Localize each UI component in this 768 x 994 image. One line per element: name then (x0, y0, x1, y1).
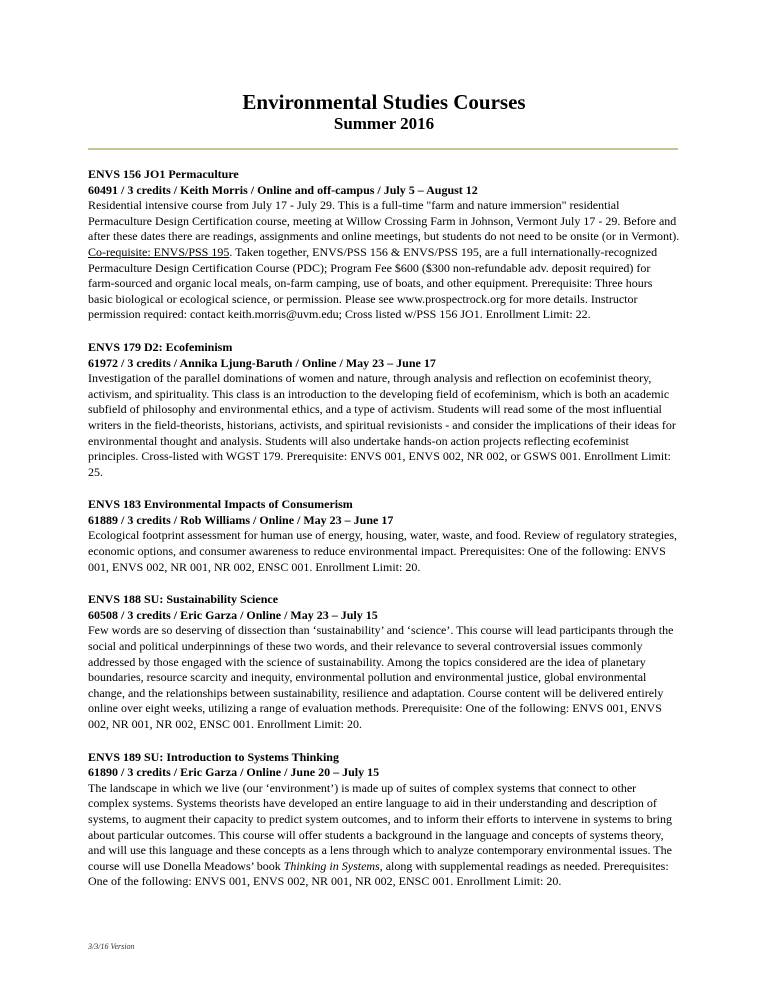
course-list (88, 167, 680, 907)
course-description: Ecological footprint assessment for human use of energy, housing, water, waste, and food. Review of regulatory strategies, economic options, and consumer awareness to reduce environmental impact. Prerequisites: One of the following: ENVS 001, ENVS 002, NR 001, NR 002, ENSC 001. Enrollment Limit: 20. (88, 528, 678, 574)
description-text: , along with supplemental readings as needed. Prerequisites: One of the following: ENVS 001, ENVS 002, NR 001, NR 002, ENSC 001. Enrollment Limit: 20. (88, 858, 669, 889)
course-heading: ENVS 179 D2: Ecofeminism (88, 339, 233, 354)
course-envs-188 (88, 592, 680, 732)
course-envs-183 (88, 497, 680, 575)
course-description: Few words are so deserving of dissection than ‘sustainability’ and ‘science’. This course will lead participants through the social and political underpinnings of these two words, and their relevance to several controversial issues commonly addressed by those engaged with the science of sustainability. Among the topics considered are the idea of planetary boundaries, resource scarcity and inequity, environmental pollution and environmental justice, global environmental change, and the relationships between sustainability, resilience and adaptation. Course content will be delivered entirely online over eight weeks, utilizing a range of evaluation methods. Prerequisite: One of the following: ENVS 001, ENVS 002, NR 001, NR 002, ENSC 001. Enrollment Limit: 20. (88, 623, 674, 731)
version-footer: 3/3/16 Version (88, 942, 135, 951)
course-meta: 60491 / 3 credits / Keith Morris / Online and off-campus / July 5 – August 12 (88, 182, 478, 197)
title-divider (88, 148, 678, 150)
page-title: Environmental Studies Courses (242, 90, 526, 114)
description-text: The landscape in which we live (our ‘environment’) is made up of suites of complex systems that connect to other complex systems. Systems theorists have developed an entire language to aid in their understanding and description of systems, to augment their capacity to predict system outcomes, and to inform their efforts to intervene in systems to bring about particular outcomes. This course will offer students a background in the language and concepts of systems theory, and will use this language and these concepts as a lens through which to analyze contemporary environmental issues. The course will use Donella Meadows’ book (88, 780, 672, 873)
course-heading: ENVS 188 SU: Sustainability Science (88, 592, 279, 607)
description-text: Residential intensive course from July 17 - July 29. This is a full-time "farm and nature immersion" residential Permaculture Design Certification course, meeting at Willow Crossing Farm in Johnson, Vermont July 17 - 29. Before and after these dates there are readings, assignments and online meetings, but students do not need to be onsite (or in Vermont). (88, 198, 680, 244)
course-envs-179 (88, 340, 680, 480)
description-text: . Taken together, ENVS/PSS 156 & ENVS/PSS 195, are a full internationally-recognized Permaculture Design Certification Course (PDC); Program Fee $600 ($300 non-refundable adv. deposit required) for farm-sourced and organic local meals, on-farm camping, use of boats, and other equipment. Prerequisite: Three hours basic biological or ecological science, or permission. Please see www.prospectrock.org for more details. Instructor permission required: contact keith.morris@uvm.edu; Cross listed w/PSS 156 JO1. Enrollment Limit: 22. (88, 244, 658, 322)
course-meta: 61972 / 3 credits / Annika Ljung-Baruth / Online / May 23 – June 17 (88, 355, 436, 370)
course-heading: ENVS 189 SU: Introduction to Systems Thinking (88, 749, 339, 764)
corequisite-text: Co-requisite: ENVS/PSS 195 (88, 244, 230, 259)
course-description: Investigation of the parallel dominations of women and nature, through analysis and reflection on ecofeminist theory, activism, and spirituality. This class is an introduction to the developing field of ecofeminism, which is both an academic subfield of philosophy and environmental ethics, and a type of activism. Students will read some of the most influential writers in the field-theorists, historians, activists, and spiritual revisionists - and consider the implications of their ideas for environmental thought and analysis. Students will also undertake hands-on action projects reflecting ecofeminist principles. Cross-listed with WGST 179. Prerequisite: ENVS 001, ENVS 002, NR 002, or GSWS 001. Enrollment Limit: 25. (88, 371, 676, 479)
course-meta: 61890 / 3 credits / Eric Garza / Online / June 20 – July 15 (88, 765, 380, 780)
course-envs-156 (88, 167, 680, 323)
course-envs-189 (88, 750, 680, 890)
course-heading: ENVS 183 Environmental Impacts of Consumerism (88, 497, 353, 512)
course-description (88, 781, 680, 890)
course-meta: 60508 / 3 credits / Eric Garza / Online / May 23 – July 15 (88, 607, 378, 622)
course-description (88, 198, 680, 323)
page-subtitle: Summer 2016 (333, 114, 435, 133)
course-heading: ENVS 156 JO1 Permaculture (88, 167, 239, 181)
book-title: Thinking in Systems (283, 858, 380, 873)
course-meta: 61889 / 3 credits / Rob Williams / Online / May 23 – June 17 (88, 512, 394, 527)
